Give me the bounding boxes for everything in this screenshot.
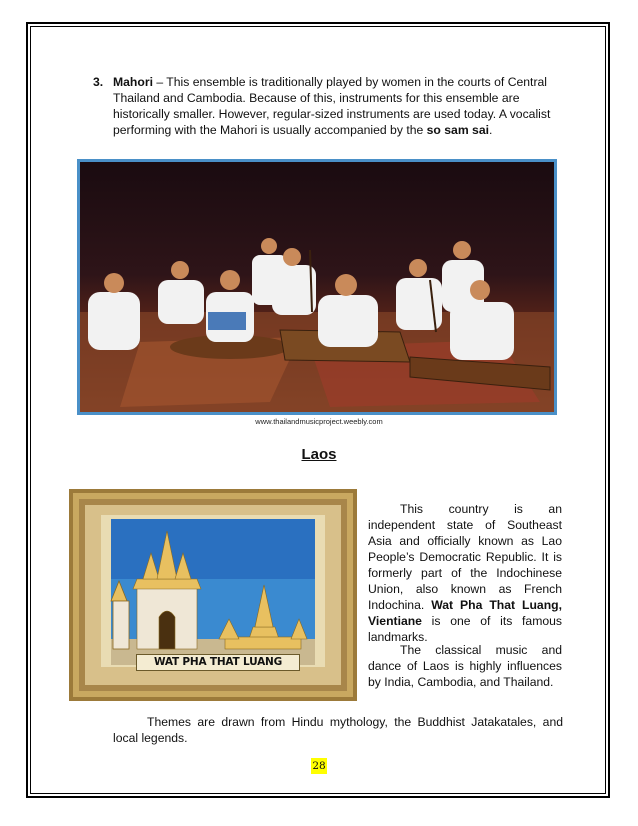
instrument-name: so sam sai xyxy=(426,123,489,137)
photo-caption: www.thailandmusicproject.weebly.com xyxy=(255,417,383,426)
mahori-ensemble-photo xyxy=(77,159,557,415)
intro-text: This country is an independent state of Southeast Asia and officially known as Lao People’s Democratic Republic. It is formerly part of the Indochinese Union, also known as French Indochina. xyxy=(368,502,562,612)
image-label-plate: WAT PHA THAT LUANG xyxy=(136,654,300,671)
ensemble-description: – This ensemble is traditionally played by women in the courts of Central Thailand and Cambodia. Because of this, instruments for this ensemble are historically smaller. However, regular-sized instruments are used today. A vocalist performing with the Mahori is usually accompanied by the xyxy=(113,75,551,137)
list-number: 3. xyxy=(93,75,104,89)
themes-paragraph: Themes are drawn from Hindu mythology, the Buddhist Jatakatales, and local legends. xyxy=(113,715,563,745)
section-heading: Laos xyxy=(301,446,337,463)
list-item-text xyxy=(113,74,563,138)
ensemble-name: Mahori xyxy=(113,75,153,89)
laos-music-paragraph: The classical music and dance of Laos is highly influences by India, Cambodia, and Thailand. xyxy=(368,643,562,689)
list-item-mahori xyxy=(93,74,563,138)
laos-intro-paragraph xyxy=(368,501,562,645)
landmark-name: Wat Pha That Luang, Vientiane xyxy=(368,598,562,628)
page-number: 28 xyxy=(312,760,326,772)
intro-text-end: is one of its famous landmarks. xyxy=(368,614,562,644)
sentence-end: . xyxy=(489,123,493,137)
